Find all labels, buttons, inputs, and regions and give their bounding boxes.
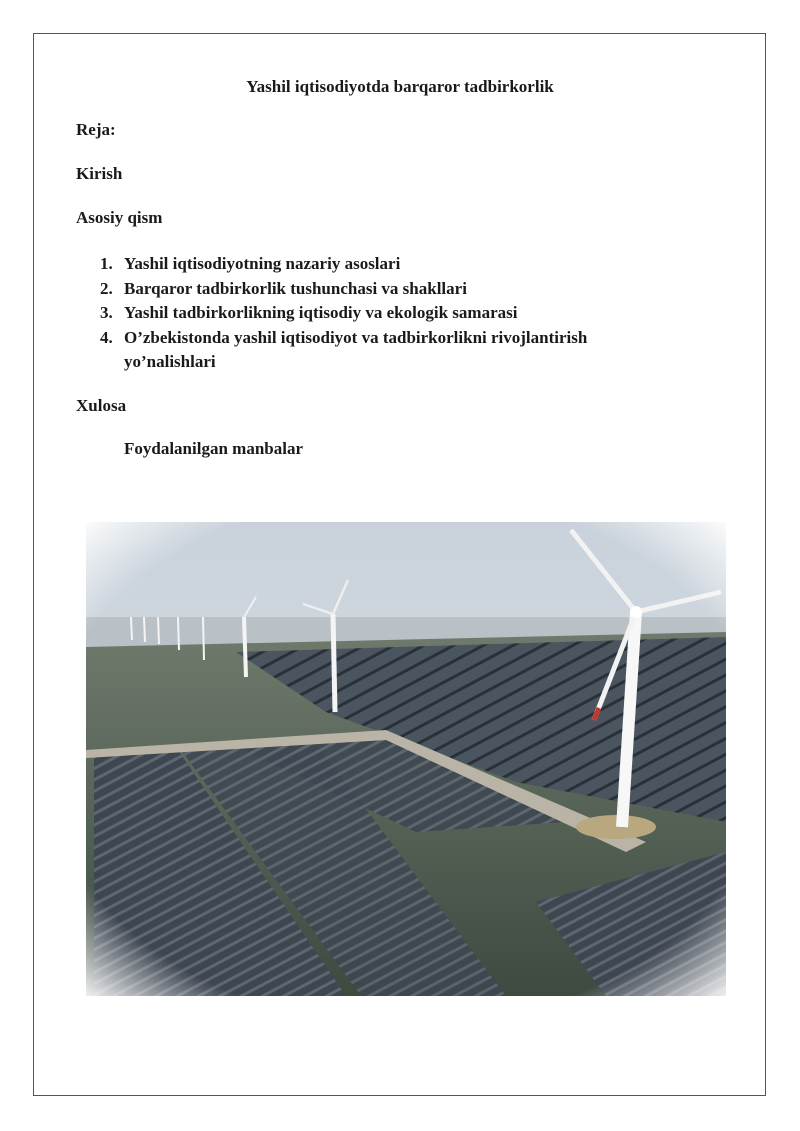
intro-heading: Kirish — [76, 164, 123, 183]
list-item: 4. O’zbekistonda yashil iqtisodiyot va tadbirkorlikni rivojlantirish yo’nalishlari — [100, 327, 588, 371]
list-item: 3. Yashil tadbirkorlikning iqtisodiy va ekologik samarasi — [100, 303, 518, 322]
plan-list — [100, 252, 660, 375]
document-title: Yashil iqtisodiyotda barqaror tadbirkorlik — [246, 77, 554, 96]
conclusion-heading: Xulosa — [76, 396, 127, 415]
list-item: 1. Yashil iqtisodiyotning nazariy asoslari — [100, 254, 401, 273]
references-heading: Foydalanilgan manbalar — [124, 439, 304, 458]
main-part-heading: Asosiy qism — [76, 208, 163, 227]
list-item: 2. Barqaror tadbirkorlik tushunchasi va shakllari — [100, 278, 467, 298]
plan-heading: Reja: — [76, 120, 116, 139]
wind-solar-farm-photo — [86, 522, 726, 996]
